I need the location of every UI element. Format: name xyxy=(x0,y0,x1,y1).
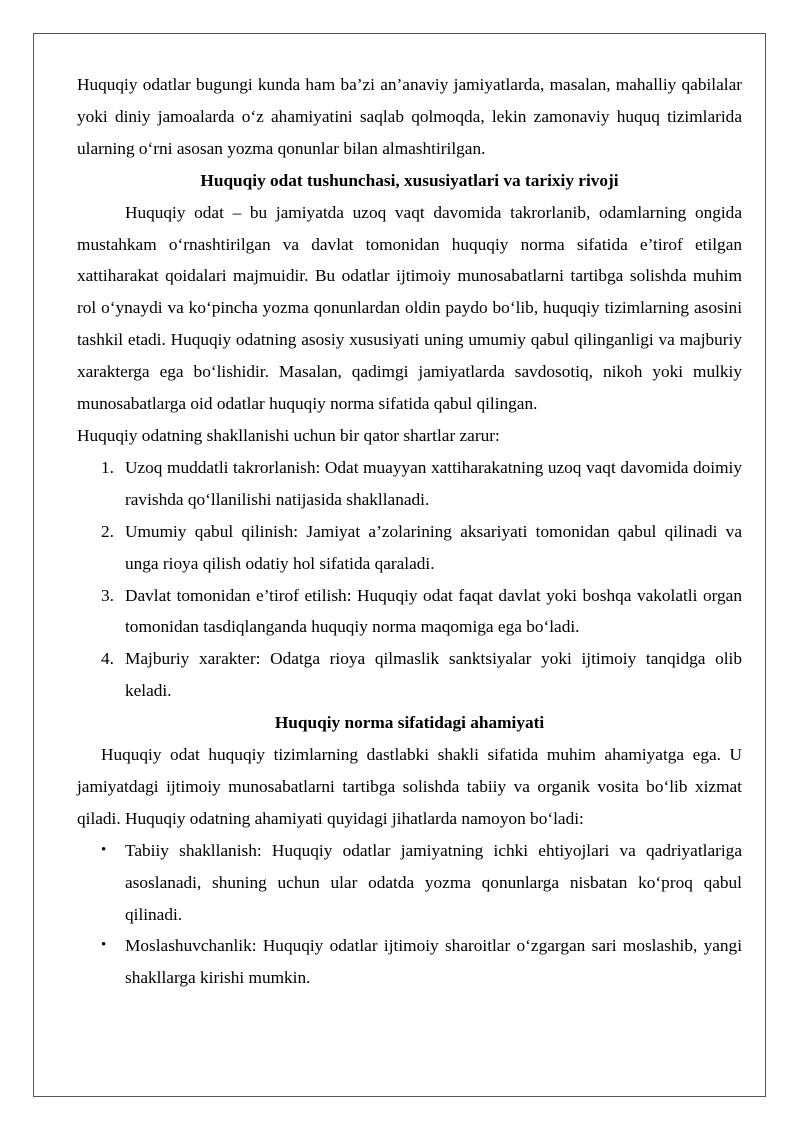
bullet-icon: • xyxy=(101,937,107,954)
list-item-text: Moslashuvchanlik: Huquqiy odatlar ijtimoiy sharoitlar o‘zgargan sari moslashib, yangi shakllarga kirishi mumkin. xyxy=(125,936,742,988)
list-item-text: Umumiy qabul qilinish: Jamiyat a’zolarining aksariyati tomonidan qabul qilinadi va unga rioya qilish odatiy hol sifatida qaraladi. xyxy=(125,521,742,573)
list-number: 1. xyxy=(101,457,114,477)
intro-paragraph: Huquqiy odatlar bugungi kunda ham ba’zi an’anaviy jamiyatlarda, masalan, mahalliy qabilalar yoki diniy jamoalarda o‘z ahamiyatini saqlab qolmoqda, lekin zamonaviy huquq tizimlarida ularning o‘rni asosan yozma qonunlar bilan almashtirilgan. xyxy=(77,75,742,158)
conditions-list xyxy=(77,452,742,707)
conditions-intro: Huquqiy odatning shakllanishi uchun bir qator shartlar zarur: xyxy=(77,425,500,445)
list-number: 4. xyxy=(101,649,114,669)
list-item xyxy=(77,643,742,707)
list-item-text: Davlat tomonidan e’tirof etilish: Huquqiy odat faqat davlat yoki boshqa vakolatli organ tomonidan tasdiqlanganda huquqiy norma maqomiga ega bo‘ladi. xyxy=(125,585,742,637)
significance-list xyxy=(77,835,742,995)
section2-heading: Huquqiy norma sifatidagi ahamiyati xyxy=(274,713,545,733)
document-body xyxy=(77,69,742,994)
list-item-text: Majburiy xarakter: Odatga rioya qilmaslik sanktsiyalar yoki ijtimoiy tanqidga olib keladi. xyxy=(125,649,742,701)
list-number: 3. xyxy=(101,585,114,605)
list-item xyxy=(77,452,742,516)
list-item xyxy=(77,580,742,644)
list-item-text: Tabiiy shakllanish: Huquqiy odatlar jamiyatning ichki ehtiyojlari va qadriyatlariga asoslanadi, shuning uchun ular odatda yozma qonunlarga nisbatan ko‘proq qabul qilinadi. xyxy=(125,840,742,924)
section2-paragraph: Huquqiy odat huquqiy tizimlarning dastlabki shakli sifatida muhim ahamiyatga ega. U jamiyatdagi ijtimoiy munosabatlarni tartibga solishda tabiiy va organik vosita bo‘lib xizmat qiladi. Huquqiy odatning ahamiyati quyidagi jihatlarda namoyon bo‘ladi: xyxy=(77,745,742,828)
list-item-text: Uzoq muddatli takrorlanish: Odat muayyan xattiharakatning uzoq vaqt davomida doimiy ravishda qo‘llanilishi natijasida shakllanadi. xyxy=(125,457,742,509)
list-number: 2. xyxy=(101,521,114,541)
list-item xyxy=(77,835,742,931)
list-item xyxy=(77,516,742,580)
section1-heading: Huquqiy odat tushunchasi, xususiyatlari va tarixiy rivoji xyxy=(200,170,619,190)
bullet-icon: • xyxy=(101,841,107,858)
list-item xyxy=(77,930,742,994)
section1-paragraph: Huquqiy odat – bu jamiyatda uzoq vaqt davomida takrorlanib, odamlarning ongida mustahkam o‘rnashtirilgan va davlat tomonidan huquqiy norma sifatida e’tirof etilgan xattiharakat qoidalari majmuidir. Bu odatlar ijtimoiy munosabatlarni tartibga solishda muhim rol o‘ynaydi va ko‘pincha yozma qonunlardan oldin paydo bo‘lib, huquqiy tizimlarning asosini tashkil etadi. Huquqiy odatning asosiy xususiyati uning umumiy qabul qilinganligi va majburiy xarakterga ega bo‘lishidir. Masalan, qadimgi jamiyatlarda savdosotiq, nikoh yoki mulkiy munosabatlarga oid odatlar huquqiy norma sifatida qabul qilingan. xyxy=(77,202,742,414)
